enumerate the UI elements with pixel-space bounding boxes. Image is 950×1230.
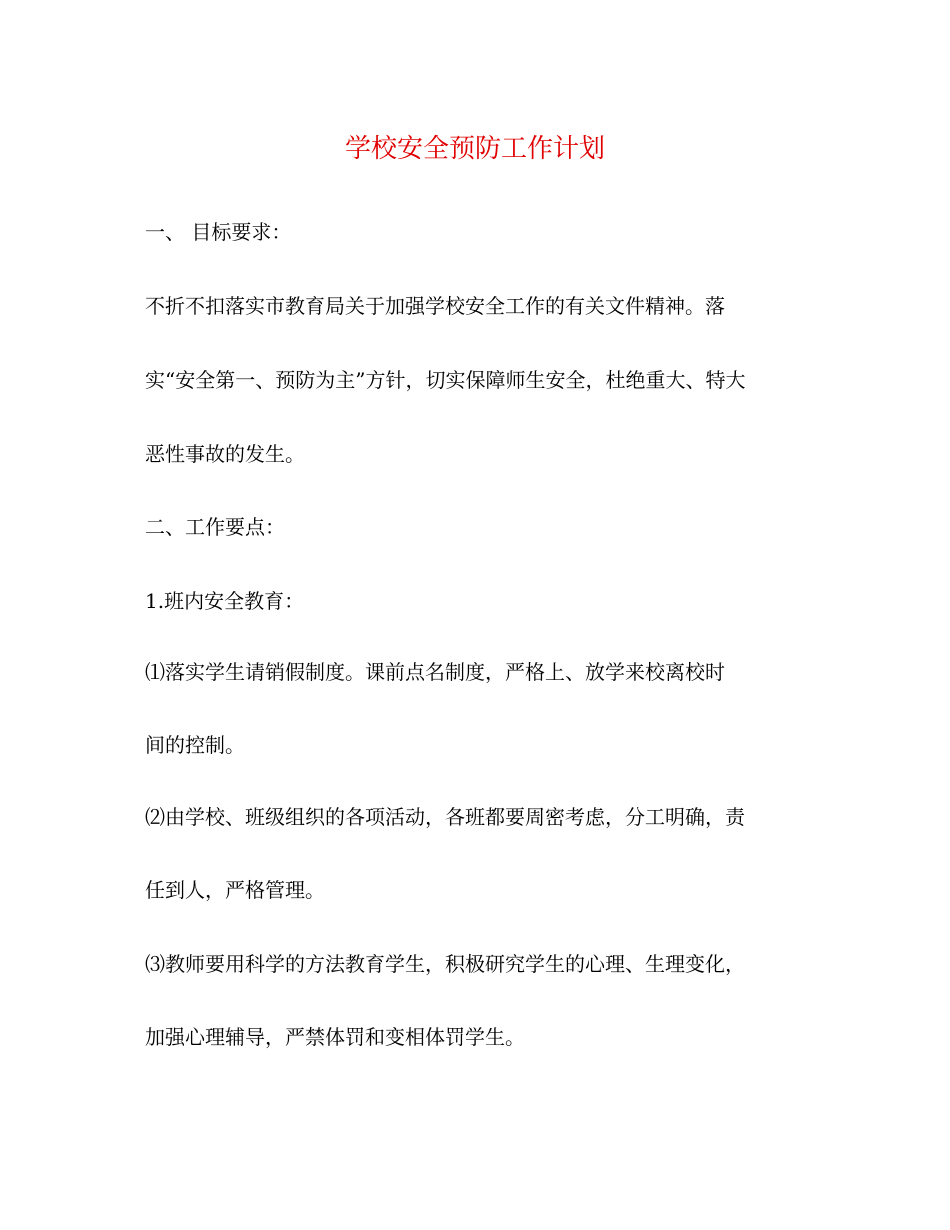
subsection-heading-class-safety: 1.班内安全教育： bbox=[145, 589, 305, 613]
list-item-1-continued: 间的控制。 bbox=[145, 733, 245, 757]
list-item-3-continued: 加强心理辅导，严禁体罚和变相体罚学生。 bbox=[145, 1025, 525, 1049]
section-heading-key-points: 二、工作要点： bbox=[145, 515, 285, 539]
body-line: 实“安全第一、预防为主”方针，切实保障师生安全，杜绝重大、特大 bbox=[145, 368, 746, 392]
section-heading-goals: 一、 目标要求： bbox=[145, 220, 292, 244]
list-item-3: ⑶教师要用科学的方法教育学生，积极研究学生的心理、生理变化， bbox=[145, 952, 745, 976]
list-item-1: ⑴落实学生请销假制度。课前点名制度，严格上、放学来校离校时 bbox=[145, 660, 725, 684]
list-item-2-continued: 任到人，严格管理。 bbox=[145, 878, 325, 902]
list-item-2: ⑵由学校、班级组织的各项活动，各班都要周密考虑，分工明确，责 bbox=[145, 805, 745, 829]
body-line: 恶性事故的发生。 bbox=[145, 442, 305, 466]
body-line: 不折不扣落实市教育局关于加强学校安全工作的有关文件精神。落 bbox=[145, 294, 725, 318]
document-title: 学校安全预防工作计划 bbox=[344, 134, 605, 164]
